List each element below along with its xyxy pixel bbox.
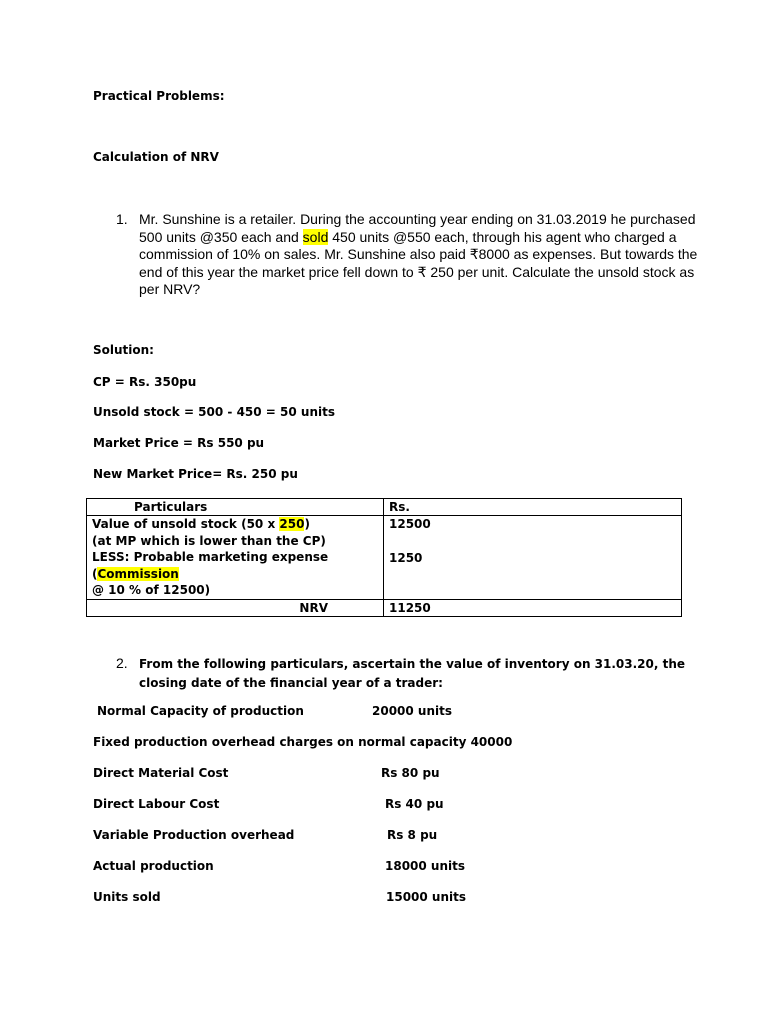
row1-label-pre: Value of unsold stock (50 x (92, 517, 280, 531)
solution-line: Unsold stock = 500 - 450 = 50 units (93, 405, 335, 419)
row1-value: 12500 (389, 517, 431, 531)
page-heading: Practical Problems: (93, 89, 225, 103)
nrv-value: 11250 (389, 600, 431, 615)
problem-1-number: 1. (116, 211, 128, 227)
solution-line: CP = Rs. 350pu (93, 375, 197, 389)
row2-label-highlight: Commission (97, 566, 179, 581)
particular-label: Direct Material Cost (93, 766, 229, 780)
solution-line: New Market Price= Rs. 250 pu (93, 467, 298, 481)
header-rs-label: Rs. (389, 500, 410, 514)
problem-1-highlight: sold (302, 228, 329, 245)
nrv-label: NRV (299, 600, 328, 615)
particular-value: 20000 units (372, 704, 453, 718)
particular-label: Units sold (93, 890, 161, 904)
table-row-total (87, 599, 682, 617)
particular-label: Normal Capacity of production (97, 704, 304, 718)
table-header-rs (384, 499, 682, 516)
table-cell-nrv-label (87, 599, 384, 617)
problem-2-text: From the following particulars, ascertain the value of inventory on 31.03.20, the closing date of the financial year of a trader: (139, 657, 686, 690)
problem-1-text (139, 211, 699, 299)
particular-value: Rs 40 pu (385, 797, 444, 811)
solution-line: Market Price = Rs 550 pu (93, 436, 265, 450)
table-cell-particulars (87, 516, 384, 600)
particular-value: Rs 80 pu (381, 766, 440, 780)
problem-2-number: 2. (116, 655, 128, 671)
particular-label: Actual production (93, 859, 214, 873)
particular-value: Rs 8 pu (387, 828, 438, 842)
table-row (87, 516, 682, 600)
table-cell-values (384, 516, 682, 600)
table-header-particulars (87, 499, 384, 516)
row1-label-line2: (at MP which is lower than the CP) (92, 533, 326, 548)
row2-value: 1250 (389, 550, 423, 565)
particular-label: Fixed production overhead charges on normal capacity 40000 (93, 735, 513, 749)
row1-label-post: ) (304, 517, 310, 531)
table-cell-nrv-value (384, 599, 682, 617)
problem-1-text-part1: Mr. Sunshine is a retailer. During the accounting year ending on 31.03.2019 he purchased 500 units @350 each and (139, 211, 696, 245)
solution-title: Solution: (93, 343, 154, 357)
row2-label-line2: @ 10 % of 12500) (92, 583, 211, 597)
table-header-row (87, 499, 682, 516)
particular-label: Variable Production overhead (93, 828, 295, 842)
particular-label: Direct Labour Cost (93, 797, 220, 811)
section-title: Calculation of NRV (93, 150, 219, 164)
header-particulars-label: Particulars (134, 500, 208, 514)
row1-label-highlight: 250 (279, 517, 305, 531)
nrv-table (86, 498, 682, 617)
problem-1-text-part2: 450 units @550 each, through his agent who charged a commission of 10% on sales. Mr. Sunshine also paid ₹8000 as expenses. But towards the end of this year the market price fell down to ₹ 250 per unit. Calculate the unsold stock as per NRV? (139, 228, 698, 297)
particular-value: 18000 units (385, 859, 466, 873)
row2-label-pre: LESS: Probable marketing expense ( (92, 550, 329, 581)
particular-value: 15000 units (386, 890, 467, 904)
